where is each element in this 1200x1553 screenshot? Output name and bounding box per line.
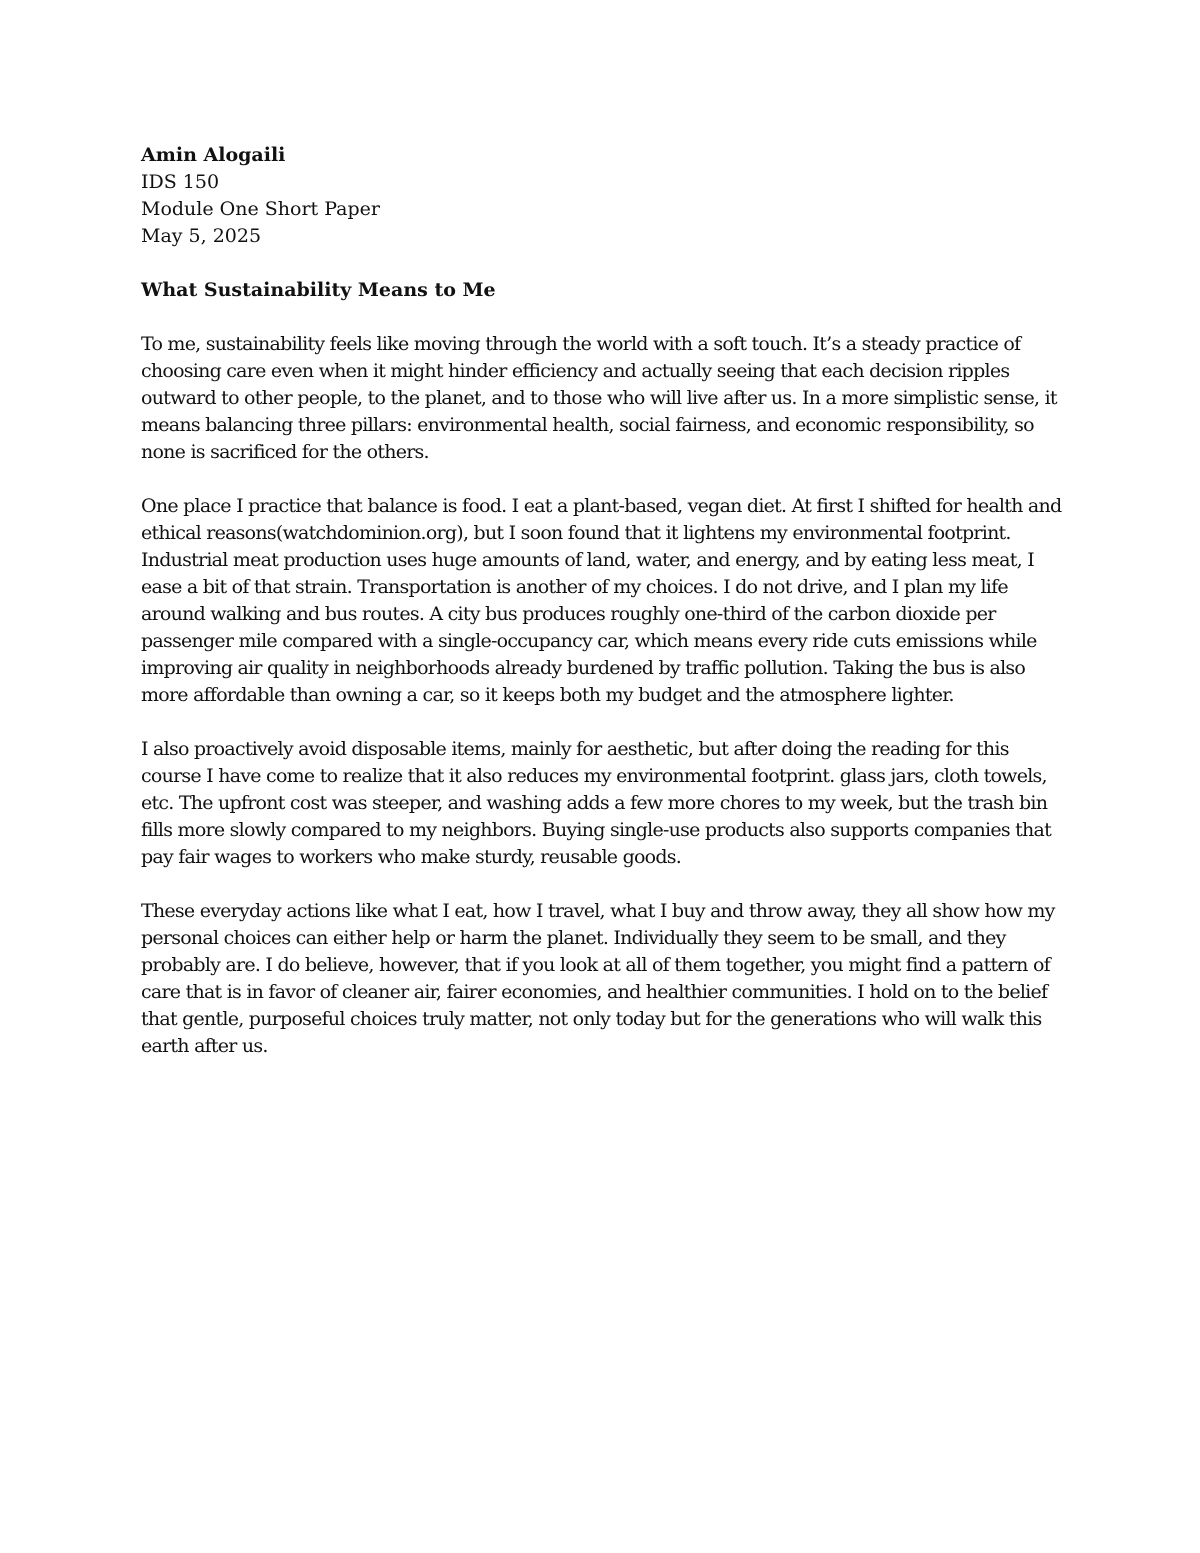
paper-title: What Sustainability Means to Me bbox=[141, 279, 496, 301]
paragraph-3: I also proactively avoid disposable items, mainly for aesthetic, but after doing the reading for this course I have come to realize that it also reduces my environmental footprint. glass jars, cloth towels, etc. The upfront cost was steeper, and washing adds a few more chores to my week, but the trash bin fills more slowly compared to my neighbors. Buying single-use products also supports companies that pay fair wages to workers who make sturdy, reusable goods. bbox=[141, 738, 1051, 868]
paragraph-1: To me, sustainability feels like moving through the world with a soft touch. It’s a steady practice of choosing care even when it might hinder efficiency and actually seeing that each decision ripples outward to other people, to the planet, and to those who will live after us. In a more simplistic sense, it means balancing three pillars: environmental health, social fairness, and economic responsibility, so none is sacrificed for the others. bbox=[141, 333, 1057, 463]
document-body bbox=[141, 142, 1066, 1087]
paragraph-4: These everyday actions like what I eat, how I travel, what I buy and throw away, they all show how my personal choices can either help or harm the planet. Individually they seem to be small, and they probably are. I do believe, however, that if you look at all of them together, you might find a pattern of care that is in favor of cleaner air, fairer economies, and healthier communities. I hold on to the belief that gentle, purposeful choices truly matter, not only today but for the generations who will walk this earth after us. bbox=[141, 900, 1055, 1057]
author-name: Amin Alogaili bbox=[141, 144, 286, 166]
course-code: IDS 150 bbox=[141, 171, 220, 193]
assignment-name: Module One Short Paper bbox=[141, 198, 380, 220]
document-date: May 5, 2025 bbox=[141, 225, 262, 247]
paragraph-2: One place I practice that balance is food. I eat a plant-based, vegan diet. At first I shifted for health and ethical reasons(watchdominion.org), but I soon found that it lightens my environmental footprint. Industrial meat production uses huge amounts of land, water, and energy, and by eating less meat, I ease a bit of that strain. Transportation is another of my choices. I do not drive, and I plan my life around walking and bus routes. A city bus produces roughly one-third of the carbon dioxide per passenger mile compared with a single-occupancy car, which means every ride cuts emissions while improving air quality in neighborhoods already burdened by traffic pollution. Taking the bus is also more affordable than owning a car, so it keeps both my budget and the atmosphere lighter. bbox=[141, 495, 1062, 706]
